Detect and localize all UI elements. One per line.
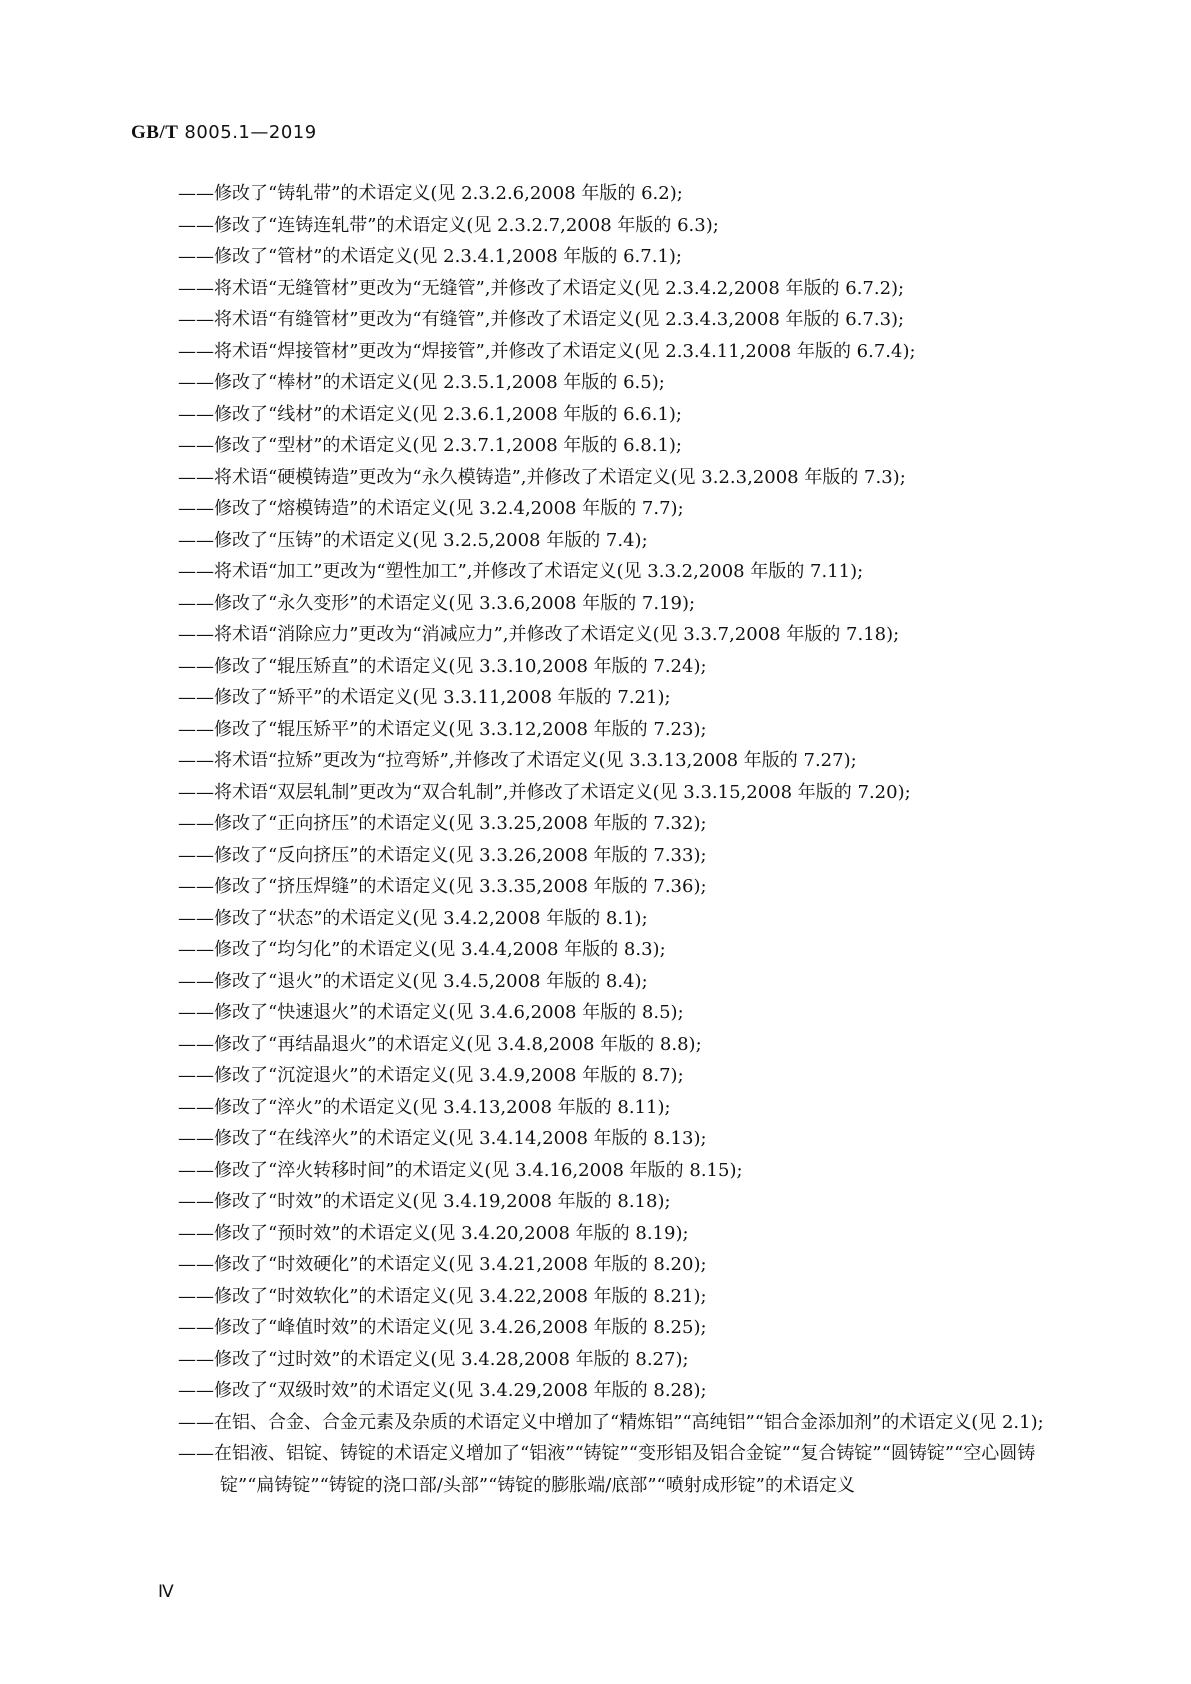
list-item: ——在铝、合金、合金元素及杂质的术语定义中增加了“精炼铝”“高纯铝”“铝合金添加剂”的术语定义(见 2.1); — [178, 1411, 1044, 1433]
list-item: ——修改了“沉淀退火”的术语定义(见 3.4.9,2008 年版的 8.7); — [178, 1065, 684, 1086]
list-item: ——将术语“焊接管材”更改为“焊接管”,并修改了术语定义(见 2.3.4.11,2008 年版的 6.7.4); — [178, 340, 916, 362]
list-item: ——将术语“有缝管材”更改为“有缝管”,并修改了术语定义(见 2.3.4.3,2008 年版的 6.7.3); — [178, 309, 905, 330]
list-item: ——修改了“淬火转移时间”的术语定义(见 3.4.16,2008 年版的 8.15); — [178, 1159, 743, 1181]
list-item: ——修改了“管材”的术语定义(见 2.3.4.1,2008 年版的 6.7.1); — [178, 246, 682, 267]
list-item: ——将术语“双层轧制”更改为“双合轧制”,并修改了术语定义(见 3.3.15,2008 年版的 7.20); — [178, 781, 911, 803]
list-item: ——修改了“棒材”的术语定义(见 2.3.5.1,2008 年版的 6.5); — [178, 372, 665, 393]
list-item: ——修改了“矫平”的术语定义(见 3.3.11,2008 年版的 7.21); — [178, 687, 671, 708]
list-item: ——将术语“硬模铸造”更改为“永久模铸造”,并修改了术语定义(见 3.2.3,2008 年版的 7.3); — [178, 466, 906, 488]
list-item: ——修改了“双级时效”的术语定义(见 3.4.29,2008 年版的 8.28); — [178, 1380, 707, 1401]
list-item: ——将术语“消除应力”更改为“消减应力”,并修改了术语定义(见 3.3.7,2008 年版的 7.18); — [178, 624, 900, 645]
list-item: ——修改了“时效软化”的术语定义(见 3.4.22,2008 年版的 8.21); — [178, 1285, 707, 1307]
list-item: ——修改了“在线淬火”的术语定义(见 3.4.14,2008 年版的 8.13); — [178, 1128, 707, 1149]
list-item: ——修改了“时效硬化”的术语定义(见 3.4.21,2008 年版的 8.20); — [178, 1254, 707, 1275]
list-item: ——修改了“峰值时效”的术语定义(见 3.4.26,2008 年版的 8.25); — [178, 1317, 707, 1338]
list-item: ——修改了“预时效”的术语定义(见 3.4.20,2008 年版的 8.19); — [178, 1222, 689, 1244]
list-item: ——修改了“正向挤压”的术语定义(见 3.3.25,2008 年版的 7.32); — [178, 813, 707, 834]
list-item: ——修改了“压铸”的术语定义(见 3.2.5,2008 年版的 7.4); — [178, 529, 648, 551]
list-item: ——修改了“铸轧带”的术语定义(见 2.3.2.6,2008 年版的 6.2); — [178, 183, 683, 204]
list-item: ——修改了“淬火”的术语定义(见 3.4.13,2008 年版的 8.11); — [178, 1096, 671, 1118]
list-item: ——修改了“快速退火”的术语定义(见 3.4.6,2008 年版的 8.5); — [178, 1002, 684, 1023]
standard-prefix: GB/T — [131, 122, 179, 143]
list-item: ——修改了“型材”的术语定义(见 2.3.7.1,2008 年版的 6.8.1); — [178, 435, 682, 456]
list-item: ——修改了“辊压矫直”的术语定义(见 3.3.10,2008 年版的 7.24); — [178, 655, 707, 677]
list-item: ——修改了“再结晶退火”的术语定义(见 3.4.8,2008 年版的 8.8); — [178, 1033, 702, 1055]
list-item: ——修改了“辊压矫平”的术语定义(见 3.3.12,2008 年版的 7.23); — [178, 718, 707, 740]
list-item: ——修改了“过时效”的术语定义(见 3.4.28,2008 年版的 8.27); — [178, 1348, 689, 1370]
list-item: ——将术语“拉矫”更改为“拉弯矫”,并修改了术语定义(见 3.3.13,2008 年版的 7.27); — [178, 750, 857, 771]
list-item: ——修改了“熔模铸造”的术语定义(见 3.2.4,2008 年版的 7.7); — [178, 498, 684, 519]
list-item: ——修改了“永久变形”的术语定义(见 3.3.6,2008 年版的 7.19); — [178, 592, 696, 614]
list-item: ——修改了“挤压焊缝”的术语定义(见 3.3.35,2008 年版的 7.36); — [178, 876, 707, 897]
list-item: ——修改了“状态”的术语定义(见 3.4.2,2008 年版的 8.1); — [178, 907, 648, 929]
list-item: ——修改了“时效”的术语定义(见 3.4.19,2008 年版的 8.18); — [178, 1191, 671, 1212]
list-item: ——修改了“线材”的术语定义(见 2.3.6.1,2008 年版的 6.6.1); — [178, 403, 682, 425]
page-header — [131, 121, 317, 144]
list-item: ——修改了“退火”的术语定义(见 3.4.5,2008 年版的 8.4); — [178, 970, 648, 992]
list-item: ——将术语“无缝管材”更改为“无缝管”,并修改了术语定义(见 2.3.4.2,2008 年版的 6.7.2); — [178, 277, 905, 299]
list-item: ——修改了“反向挤压”的术语定义(见 3.3.26,2008 年版的 7.33); — [178, 844, 707, 866]
list-item: ——修改了“连铸连轧带”的术语定义(见 2.3.2.7,2008 年版的 6.3); — [178, 214, 719, 236]
list-item: ——在铝液、铝锭、铸锭的术语定义增加了“铝液”“铸锭”“变形铝及铝合金锭”“复合铸锭”“圆铸锭”“空心圆铸锭”“扁铸锭”“铸锭的浇口部/头部”“铸锭的膨胀端/底部”“喷射成形锭”的术语定义 — [178, 1443, 1036, 1496]
list-item: ——将术语“加工”更改为“塑性加工”,并修改了术语定义(见 3.3.2,2008 年版的 7.11); — [178, 561, 864, 582]
standard-number: 8005.1—2019 — [184, 122, 317, 143]
change-list — [178, 178, 1058, 1501]
list-item: ——修改了“均匀化”的术语定义(见 3.4.4,2008 年版的 8.3); — [178, 939, 666, 960]
page-number: Ⅳ — [158, 1582, 174, 1601]
